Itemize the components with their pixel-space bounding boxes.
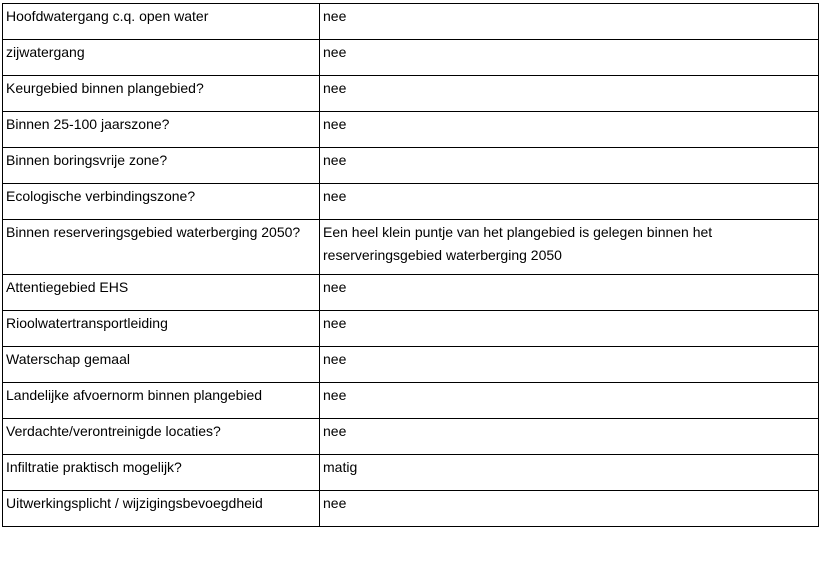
table-row xyxy=(3,275,819,311)
table-row xyxy=(3,419,819,455)
water-assessment-table-container xyxy=(2,3,819,527)
row-value: Een heel klein puntje van het plangebied is gelegen binnen het reserveringsgebied waterberging 2050 xyxy=(320,220,819,275)
row-value: nee xyxy=(320,148,819,184)
row-value: nee xyxy=(320,419,819,455)
row-label: Waterschap gemaal xyxy=(3,347,320,383)
row-label: Ecologische verbindingszone? xyxy=(3,184,320,220)
table-row xyxy=(3,4,819,40)
row-value: nee xyxy=(320,275,819,311)
row-value: nee xyxy=(320,491,819,527)
row-label: Infiltratie praktisch mogelijk? xyxy=(3,455,320,491)
water-assessment-table xyxy=(2,3,819,527)
row-label: Binnen 25-100 jaarszone? xyxy=(3,112,320,148)
row-label: Verdachte/verontreinigde locaties? xyxy=(3,419,320,455)
row-label: Keurgebied binnen plangebied? xyxy=(3,76,320,112)
row-label: Rioolwatertransportleiding xyxy=(3,311,320,347)
row-label: zijwatergang xyxy=(3,40,320,76)
table-row xyxy=(3,220,819,275)
row-label: Landelijke afvoernorm binnen plangebied xyxy=(3,383,320,419)
row-label: Binnen reserveringsgebied waterberging 2050? xyxy=(3,220,320,275)
table-row xyxy=(3,347,819,383)
row-label: Uitwerkingsplicht / wijzigingsbevoegdheid xyxy=(3,491,320,527)
table-row xyxy=(3,455,819,491)
row-label: Attentiegebied EHS xyxy=(3,275,320,311)
table-row xyxy=(3,76,819,112)
row-value: nee xyxy=(320,112,819,148)
row-value: nee xyxy=(320,184,819,220)
row-value: matig xyxy=(320,455,819,491)
table-row xyxy=(3,383,819,419)
row-value: nee xyxy=(320,347,819,383)
table-row xyxy=(3,491,819,527)
row-value: nee xyxy=(320,383,819,419)
row-label: Binnen boringsvrije zone? xyxy=(3,148,320,184)
row-value: nee xyxy=(320,4,819,40)
table-row xyxy=(3,184,819,220)
row-value: nee xyxy=(320,40,819,76)
table-row xyxy=(3,311,819,347)
row-value: nee xyxy=(320,311,819,347)
table-row xyxy=(3,40,819,76)
table-row xyxy=(3,148,819,184)
row-value: nee xyxy=(320,76,819,112)
table-row xyxy=(3,112,819,148)
row-label: Hoofdwatergang c.q. open water xyxy=(3,4,320,40)
